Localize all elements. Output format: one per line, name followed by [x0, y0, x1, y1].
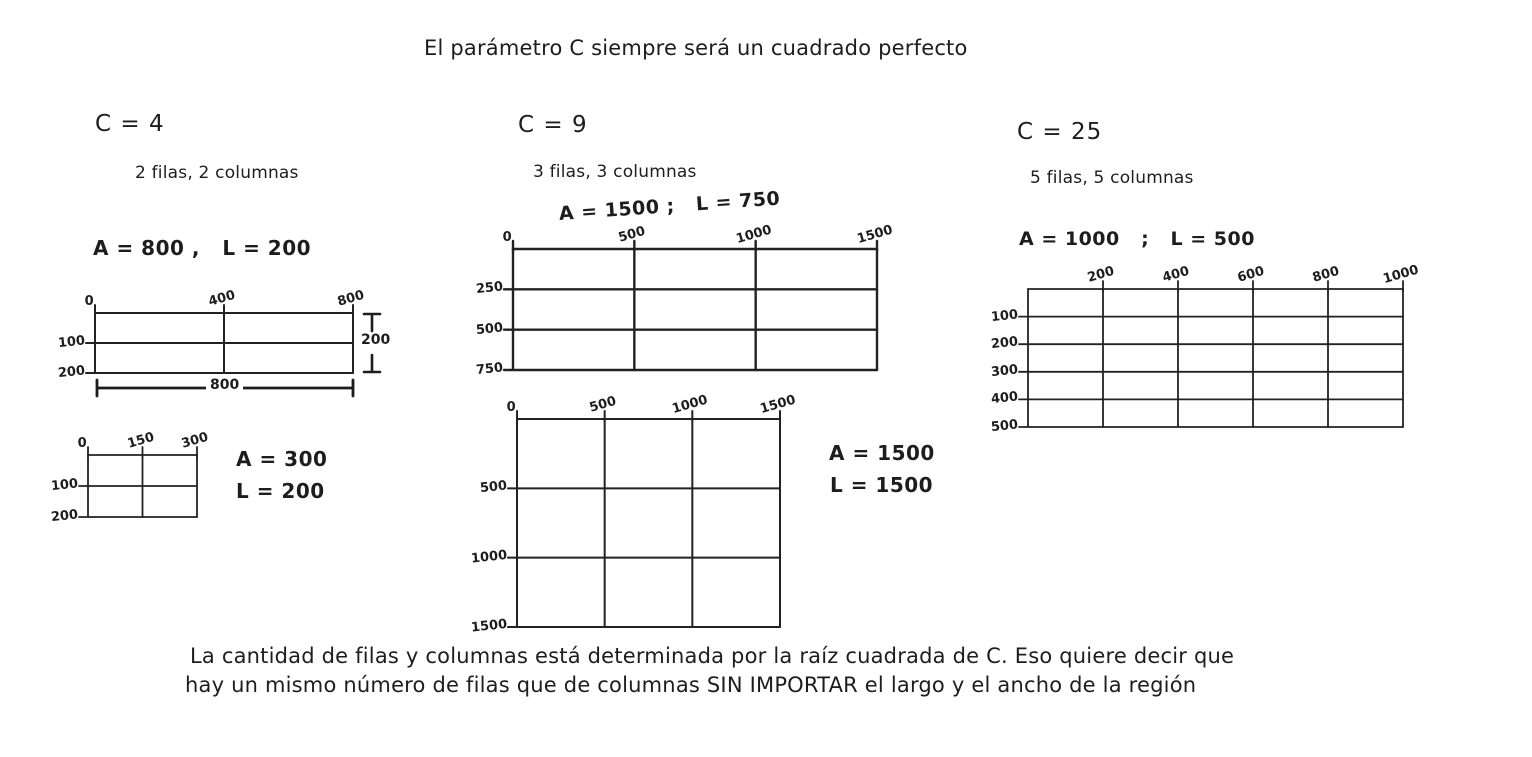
height-dimension-label: 200: [361, 332, 391, 348]
y-tick-label: 100: [50, 476, 79, 495]
footer-line-2: hay un mismo número de filas que de columnas SIN IMPORTAR el largo y el ancho de la región: [185, 673, 1197, 697]
x-tick-label: 600: [1235, 263, 1267, 286]
x-tick-label: 0: [506, 400, 516, 415]
x-tick-label: 800: [1310, 263, 1342, 286]
section-c9-formula: A = 1500 ; L = 750: [558, 187, 781, 225]
y-tick-label: 1000: [470, 547, 508, 567]
c25-grid: [990, 262, 1421, 436]
y-tick-label: 500: [475, 320, 504, 338]
section-c25-subtitle: 5 filas, 5 columnas: [1030, 168, 1194, 188]
y-tick-label: 500: [990, 417, 1019, 436]
x-tick-label: 1000: [1381, 262, 1421, 287]
x-tick-label: 300: [179, 429, 211, 452]
y-tick-label: 300: [990, 362, 1019, 380]
c9-square-grid-length-label: L = 1500: [830, 473, 934, 497]
grid-lines: [513, 249, 877, 370]
grid-lines: [88, 455, 197, 517]
y-tick-label: 500: [479, 478, 508, 497]
grid-lines: [517, 419, 780, 627]
section-c4-heading: C = 4: [95, 111, 165, 137]
x-tick-label: 150: [125, 429, 156, 452]
x-tick-label: 1500: [855, 222, 895, 247]
width-dimension-label: 800: [206, 377, 243, 393]
x-tick-label: 0: [77, 436, 87, 451]
x-tick-label: 400: [206, 287, 238, 310]
x-tick-label: 0: [84, 294, 94, 309]
y-tick-label: 1500: [470, 616, 508, 636]
grid-lines: [95, 313, 353, 373]
section-c25-heading: C = 25: [1017, 119, 1103, 145]
y-tick-label: 750: [475, 360, 504, 379]
x-tick-label: 1500: [758, 392, 798, 417]
x-tick-label: 500: [617, 223, 648, 246]
section-c25-formula: A = 1000 ; L = 500: [1019, 228, 1255, 250]
footer-line-1: La cantidad de filas y columnas está determinada por la raíz cuadrada de C. Eso quiere decir que: [190, 644, 1235, 668]
c4-small-grid-area-label: A = 300: [236, 447, 328, 471]
x-tick-label: 500: [587, 393, 618, 416]
y-tick-label: 100: [990, 306, 1019, 325]
section-c4-subtitle: 2 filas, 2 columnas: [135, 163, 299, 183]
c9-square-grid-area-label: A = 1500: [829, 441, 935, 465]
c9-grid-wide: [475, 222, 895, 379]
section-c9-heading: C = 9: [518, 112, 588, 138]
c4-small-grid-length-label: L = 200: [236, 479, 325, 503]
x-tick-label: 1000: [670, 392, 710, 417]
page-title: El parámetro C siempre será un cuadrado perfecto: [424, 36, 968, 60]
section-c4-formula: A = 800 , L = 200: [93, 236, 312, 260]
x-tick-label: 1000: [734, 222, 774, 247]
section-c9-subtitle: 3 filas, 3 columnas: [533, 162, 697, 182]
x-tick-label: 200: [1085, 263, 1117, 286]
c4-grid-large: [57, 287, 367, 382]
y-tick-label: 100: [57, 333, 86, 352]
y-tick-label: 400: [990, 389, 1019, 408]
x-tick-label: 800: [335, 287, 367, 310]
x-tick-label: 400: [1160, 263, 1192, 286]
y-tick-label: 250: [475, 279, 504, 298]
x-tick-label: 0: [502, 230, 512, 245]
y-tick-label: 200: [990, 334, 1019, 353]
grid-lines: [1028, 289, 1403, 427]
y-tick-label: 200: [50, 507, 79, 526]
c4-grid-small: [50, 429, 211, 526]
y-tick-label: 200: [57, 363, 86, 382]
c9-grid-square: [470, 392, 798, 636]
